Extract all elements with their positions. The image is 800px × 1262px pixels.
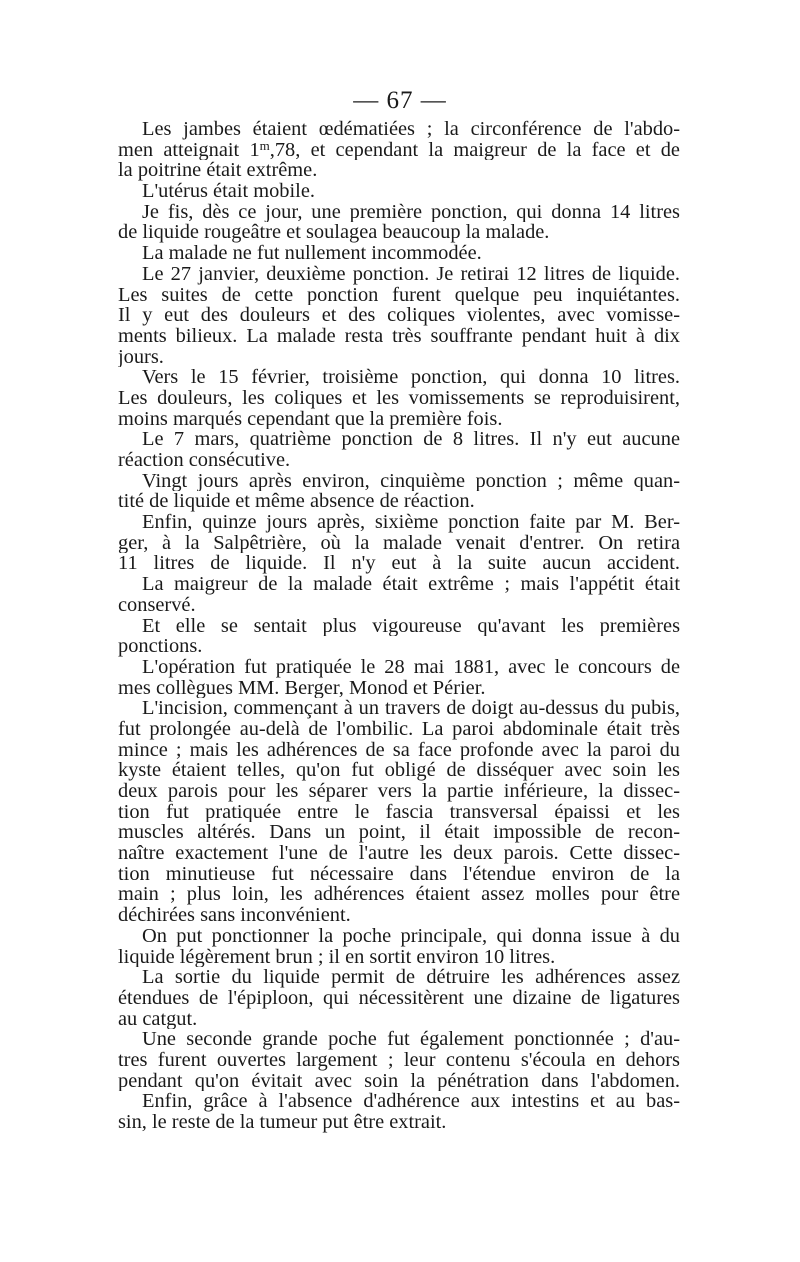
text-line: ponctions. [118, 636, 203, 657]
text-line: Enfin, quinze jours après, sixième ponction faite par M. Ber- [142, 512, 680, 533]
text-line: men atteignait 1$^m$,78, et cependant la maigreur de la face et de [118, 139, 680, 161]
text-line: Vers le 15 février, troisième ponction, qui donna 10 litres. [142, 367, 680, 388]
text-line: tion minutieuse fut nécessaire dans l'étendue environ de la [118, 863, 680, 885]
text-line: fut prolongée au-delà de l'ombilic. La paroi abdominale était très [118, 718, 680, 740]
text-line: mince ; mais les adhérences de sa face profonde avec la paroi du [118, 739, 680, 761]
text-line: tité de liquide et même absence de réaction. [118, 491, 475, 513]
text-line: naître exactement l'une de l'autre les deux parois. Cette dissec- [118, 843, 680, 864]
text-line: 11 litres de liquide. Il n'y eut à la suite aucun accident. [118, 553, 680, 575]
text-line: L'opération fut pratiquée le 28 mai 1881, avec le concours de [142, 656, 680, 678]
text-line: Enfin, grâce à l'absence d'adhérence aux intestins et au bas- [142, 1091, 680, 1112]
text-line: La malade ne fut nullement incommodée. [142, 243, 482, 264]
text-line: liquide légèrement brun ; il en sortit environ 10 litres. [118, 946, 556, 968]
text-line: réaction consécutive. [118, 450, 291, 471]
text-line: sin, le reste de la tumeur put être extrait. [118, 1112, 447, 1133]
body-text [118, 119, 680, 1133]
text-line: Et elle se sentait plus vigoureuse qu'avant les premières [142, 615, 680, 637]
text-line: Le 7 mars, quatrième ponction de 8 litres. Il n'y eut aucune [142, 429, 680, 450]
text-line: moins marqués cependant que la première fois. [118, 408, 503, 430]
text-line: la poitrine était extrême. [118, 160, 318, 182]
text-line: main ; plus loin, les adhérences étaient assez molles pour être [118, 884, 680, 906]
text-line: ments bilieux. La malade resta très souffrante pendant huit à dix [118, 325, 680, 347]
text-line: La sortie du liquide permit de détruire les adhérences assez [142, 967, 680, 988]
text-line: étendues de l'épiploon, qui nécessitèrent une dizaine de ligatures [118, 987, 680, 1009]
text-line: muscles altérés. Dans un point, il était impossible de recon- [118, 822, 680, 844]
text-line: La maigreur de la malade était extrême ; mais l'appétit était [142, 574, 680, 595]
text-line: Je fis, dès ce jour, une première ponction, qui donna 14 litres [142, 201, 680, 223]
text-line: L'incision, commençant à un travers de doigt au-dessus du pubis, [142, 698, 680, 719]
page-number: — 67 — [353, 87, 447, 114]
text-line: Une seconde grande poche fut également ponctionnée ; d'au- [142, 1029, 680, 1050]
text-line: tion fut pratiquée entre le fascia transversal épaissi et les [118, 801, 680, 823]
text-line: Le 27 janvier, deuxième ponction. Je retirai 12 litres de liquide. [142, 263, 680, 285]
text-line: Les suites de cette ponction furent quelque peu inquiétantes. [118, 284, 680, 306]
text-line: de liquide rougeâtre et soulagea beaucoup la malade. [118, 222, 550, 244]
text-line: On put ponctionner la poche principale, qui donna issue à du [142, 925, 680, 947]
text-line: Il y eut des douleurs et des coliques violentes, avec vomisse- [118, 305, 680, 326]
text-line: Vingt jours après environ, cinquième ponction ; même quan- [142, 470, 680, 492]
text-line: ger, à la Salpêtrière, où la malade venait d'entrer. On retira [118, 532, 680, 554]
text-line: L'utérus était mobile. [142, 181, 315, 202]
text-line: pendant qu'on évitait avec soin la pénétration dans l'abdomen. [118, 1070, 680, 1092]
text-line: au catgut. [118, 1008, 198, 1030]
text-line: kyste étaient telles, qu'on fut obligé de disséquer avec soin les [118, 760, 680, 781]
text-line: tres furent ouvertes largement ; leur contenu s'écoula en dehors [118, 1049, 680, 1071]
text-line: déchirées sans inconvénient. [118, 905, 351, 926]
text-line: Les jambes étaient œdématiées ; la circonférence de l'abdo- [142, 119, 680, 140]
text-line: jours. [118, 346, 164, 368]
text-line: deux parois pour les séparer vers la partie inférieure, la dissec- [118, 781, 680, 802]
text-line: mes collègues MM. Berger, Monod et Périer. [118, 677, 486, 699]
text-line: conservé. [118, 594, 196, 616]
text-line: Les douleurs, les coliques et les vomissements se reproduisirent, [118, 387, 680, 409]
